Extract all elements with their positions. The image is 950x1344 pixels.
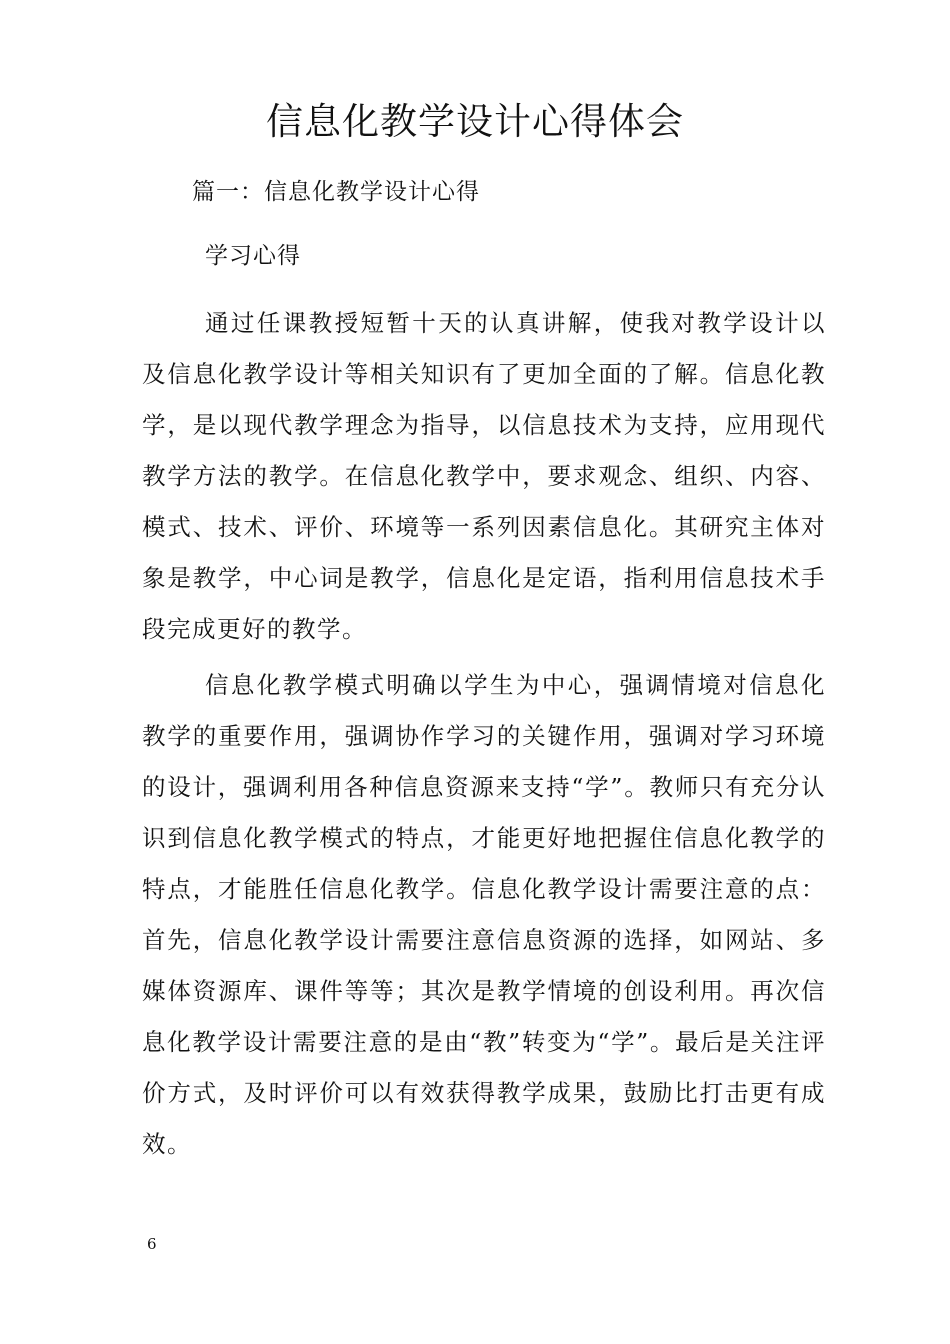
- page-number: 6: [147, 1235, 157, 1253]
- page-title: 信息化教学设计心得体会: [266, 100, 684, 143]
- body-paragraph-1: 通过任课教授短暂十天的认真讲解，使我对教学设计以及信息化教学设计等相关知识有了更加全面的了解。信息化教学，是以现代教学理念为指导，以信息技术为支持，应用现代教学方法的教学。在信息化教学中，要求观念、组织、内容、模式、技术、评价、环境等一系列因素信息化。其研究主体对象是教学，中心词是教学，信息化是定语，指利用信息技术手段完成更好的教学。: [142, 309, 826, 643]
- section-heading: 篇一：信息化教学设计心得: [192, 179, 480, 205]
- sub-heading: 学习心得: [205, 243, 301, 269]
- body-paragraph-2: 信息化教学模式明确以学生为中心，强调情境对信息化教学的重要作用，强调协作学习的关键作用，强调对学习环境的设计，强调利用各种信息资源来支持“学”。教师只有充分认识到信息化教学模式的特点，才能更好地把握住信息化教学的特点，才能胜任信息化教学。信息化教学设计需要注意的点：首先，信息化教学设计需要注意信息资源的选择，如网站、多媒体资源库、课件等等；其次是教学情境的创设利用。再次信息化教学设计需要注意的是由“教”转变为“学”。最后是关注评价方式，及时评价可以有效获得教学成果，鼓励比打击更有成效。: [142, 671, 826, 1158]
